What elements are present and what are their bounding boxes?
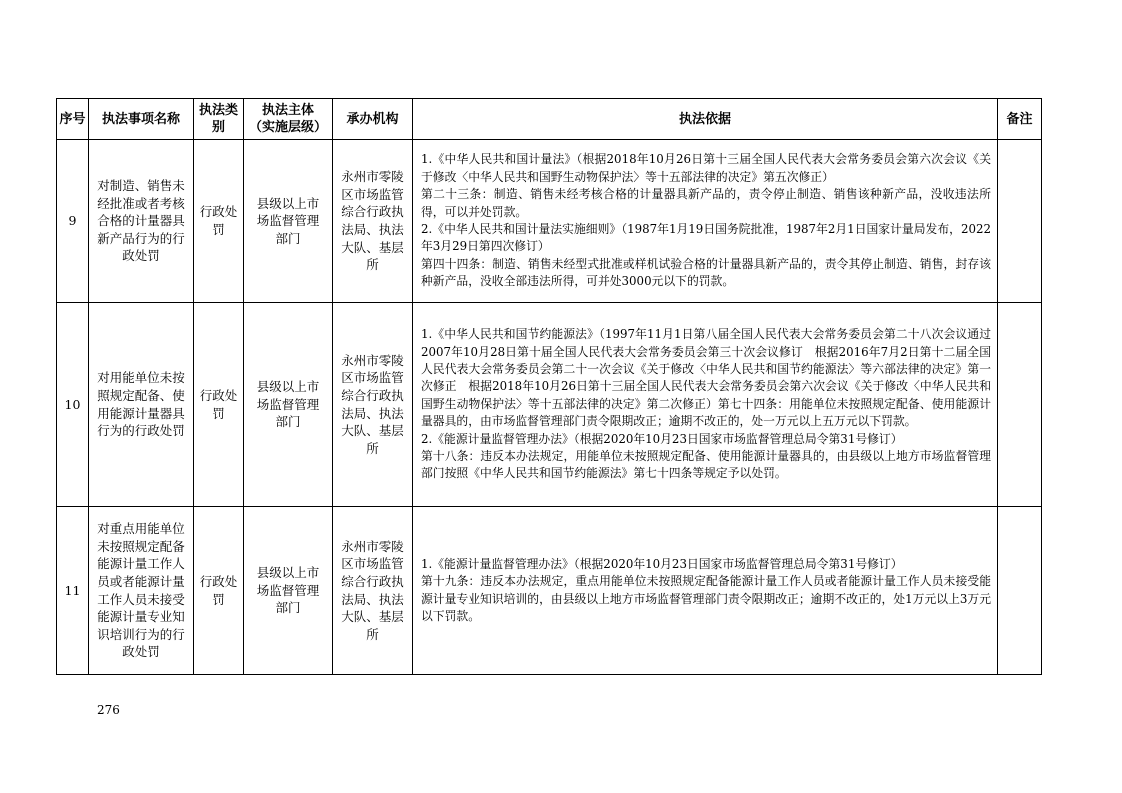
header-type: 执法类别 bbox=[194, 99, 244, 140]
cell-item-name: 对用能单位未按照规定配备、使用能源计量器具行为的行政处罚 bbox=[89, 303, 194, 507]
header-subject-line2: （实施层级） bbox=[248, 120, 327, 135]
cell-type: 行政处罚 bbox=[194, 303, 244, 507]
cell-subject: 县级以上市场监督管理部门 bbox=[244, 303, 333, 507]
header-subject-line1: 执法主体 bbox=[261, 103, 314, 118]
header-basis: 执法依据 bbox=[413, 99, 998, 140]
basis-paragraph: 1.《中华人民共和国计量法》（根据2018年10月26日第十三届全国人民代表大会常务委员会第六次会议《关于修改〈中华人民共和国野生动物保护法〉等十五部法律的决定》第五次修正） bbox=[421, 152, 991, 184]
cell-no: 10 bbox=[57, 303, 89, 507]
page-number: 276 bbox=[97, 703, 120, 717]
basis-paragraph: 第四十四条：制造、销售未经型式批准或样机试验合格的计量器具新产品的，责令其停止制造、销售，封存该种新产品，没收全部违法所得，可并处3000元以下的罚款。 bbox=[421, 256, 991, 289]
cell-item-name: 对重点用能单位未按照规定配备能源计量工作人员或者能源计量工作人员未接受能源计量专业知识培训行为的行政处罚 bbox=[89, 507, 194, 675]
header-name: 执法事项名称 bbox=[89, 99, 194, 140]
basis-paragraph: 第十九条：违反本办法规定，重点用能单位未按照规定配备能源计量工作人员或者能源计量工作人员未接受能源计量专业知识培训的，由县级以上地方市场监督管理部门责令限期改正；逾期不改正的，处1万元以上3万元以下罚款。 bbox=[421, 574, 991, 623]
cell-subject: 县级以上市场监督管理部门 bbox=[244, 507, 333, 675]
table-row bbox=[57, 303, 1042, 507]
cell-subject: 县级以上市场监督管理部门 bbox=[244, 140, 333, 303]
cell-org: 永州市零陵区市场监管综合行政执法局、执法大队、基层所 bbox=[333, 303, 413, 507]
cell-no: 9 bbox=[57, 140, 89, 303]
header-remark: 备注 bbox=[998, 99, 1042, 140]
table-row bbox=[57, 140, 1042, 303]
header-row bbox=[57, 99, 1042, 140]
header-org: 承办机构 bbox=[333, 99, 413, 140]
cell-org: 永州市零陵区市场监管综合行政执法局、执法大队、基层所 bbox=[333, 140, 413, 303]
cell-basis bbox=[413, 140, 998, 303]
cell-type: 行政处罚 bbox=[194, 507, 244, 675]
cell-org: 永州市零陵区市场监管综合行政执法局、执法大队、基层所 bbox=[333, 507, 413, 675]
basis-paragraph: 1.《中华人民共和国节约能源法》（1997年11月1日第八届全国人民代表大会常务委员会第二十八次会议通过 2007年10月28日第十届全国人民代表大会常务委员会第三十次会议修订 根据2016年7月2日第十二届全国人民代表大会常务委员会第二十一次会议《关于修改〈中华人民共和国节约能源法〉等六部法律的决定》第一次修正 根据2018年10月26日第十三届全国人民代表大会常务委员会第六次会议《关于修改〈中华人民共和国野生动物保护法〉等十五部法律的决定》第二次修正）第七十四条：用能单位未按照规定配备、使用能源计量器具的，由市场监督管理部门责令限期改正；逾期不改正的，处一万元以上五万元以下罚款。 bbox=[421, 327, 1003, 429]
basis-paragraph: 2.《能源计量监督管理办法》（根据2020年10月23日国家市场监督管理总局令第31号修订） bbox=[421, 431, 903, 446]
enforcement-table bbox=[56, 98, 1042, 675]
cell-basis bbox=[413, 303, 1003, 507]
basis-paragraph: 1.《能源计量监督管理办法》（根据2020年10月23日国家市场监督管理总局令第31号修订） bbox=[421, 556, 903, 571]
cell-item-name: 对制造、销售未经批准或者考核合格的计量器具新产品行为的行政处罚 bbox=[89, 140, 194, 303]
cell-remark bbox=[998, 303, 1042, 507]
table-row bbox=[57, 507, 1042, 675]
cell-type: 行政处罚 bbox=[194, 140, 244, 303]
cell-no: 11 bbox=[57, 507, 89, 675]
header-no: 序号 bbox=[57, 99, 89, 140]
basis-paragraph: 第二十三条：制造、销售未经考核合格的计量器具新产品的，责令停止制造、销售该种新产品，没收违法所得，可以并处罚款。 bbox=[421, 187, 991, 219]
cell-remark bbox=[998, 140, 1042, 303]
basis-paragraph: 2.《中华人民共和国计量法实施细则》（1987年1月19日国务院批准，1987年2月1日国家计量局发布，2022年3月29日第四次修订） bbox=[421, 222, 991, 254]
cell-remark bbox=[998, 507, 1042, 675]
cell-basis bbox=[413, 507, 998, 675]
header-subject bbox=[244, 99, 333, 140]
basis-paragraph: 第十八条：违反本办法规定，用能单位未按照规定配备、使用能源计量器具的，由县级以上地方市场监督管理部门按照《中华人民共和国节约能源法》第七十四条等规定予以处罚。 bbox=[421, 449, 991, 481]
